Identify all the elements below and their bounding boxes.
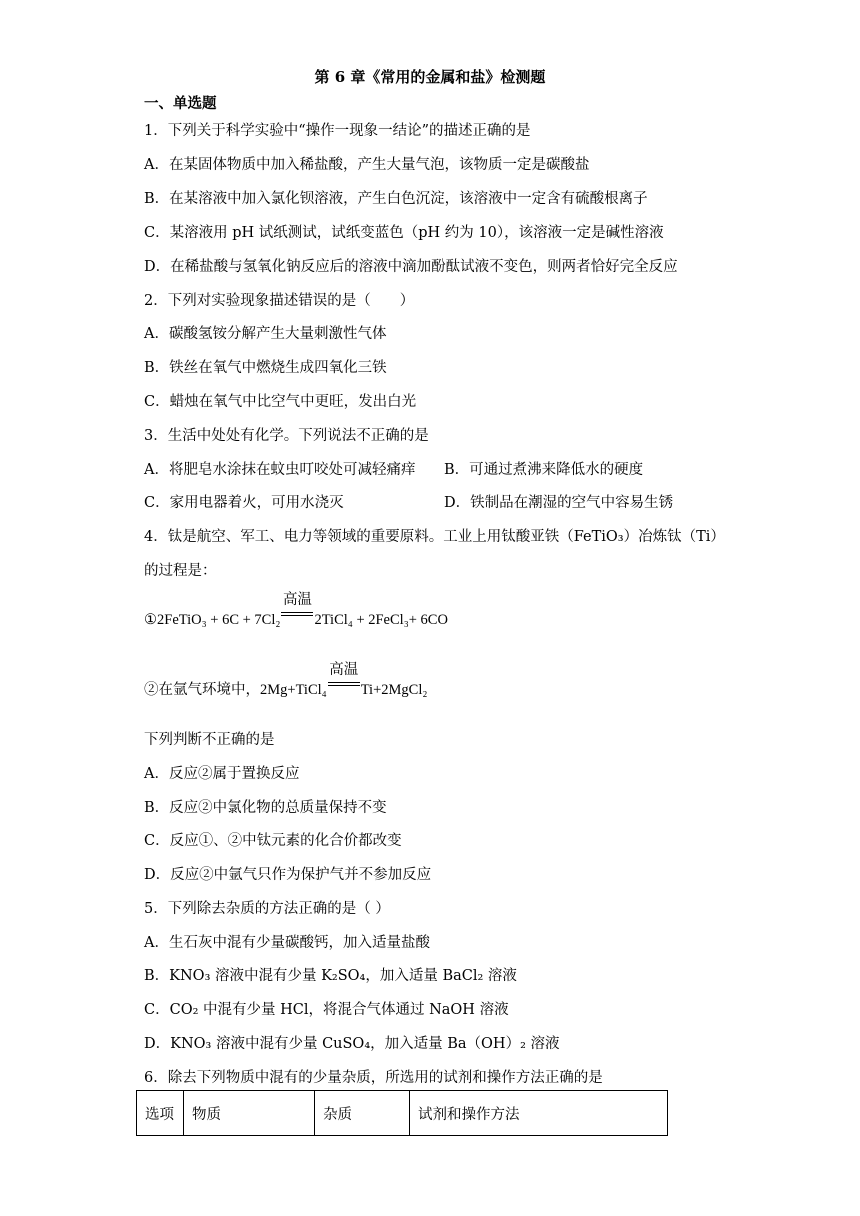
question-5-option-a: A．生石灰中混有少量碳酸钙，加入适量盐酸 [144,935,430,951]
question-2-option-b: B．铁丝在氧气中燃烧生成四氧化三铁 [144,360,387,376]
question-2-option-a: A．碳酸氢铵分解产生大量刺激性气体 [144,326,387,342]
equation-2-products: Ti+2MgCl₂ [360,682,428,698]
question-4-option-b: B．反应②中氯化物的总质量保持不变 [144,800,387,816]
equals-sign-2 [328,682,360,686]
question-4-prompt: 下列判断不正确的是 [144,732,275,748]
question-3-option-b: B．可通过煮沸来降低水的硬度 [444,462,644,478]
reaction-condition-2 [328,662,360,694]
question-4-option-a: A．反应②属于置换反应 [144,766,300,782]
question-1-option-d: D．在稀盐酸与氢氧化钠反应后的溶液中滴加酚酞试液不变色，则两者恰好完全反应 [144,259,678,275]
page-title: 第 6 章《常用的金属和盐》检测题 [314,68,546,86]
question-4-stem-line-2: 的过程是： [144,563,217,579]
question-1-stem: 1．下列关于科学实验中“操作一现象一结论”的描述正确的是 [144,123,531,139]
question-3-option-c: C．家用电器着火，可用水浇灭 [144,495,344,511]
options-table [136,1090,668,1136]
question-4-option-d: D．反应②中氩气只作为保护气并不参加反应 [144,867,432,883]
question-3-option-a: A．将肥皂水涂抹在蚊虫叮咬处可减轻痛痒 [144,462,416,478]
equation-1-products: 2TiCl₄ + 2FeCl₃+ 6CO [314,612,448,628]
question-5-option-b: B．KNO₃ 溶液中混有少量 K₂SO₄，加入适量 BaCl₂ 溶液 [144,968,517,984]
question-1-option-a: A．在某固体物质中加入稀盐酸，产生大量气泡，该物质一定是碳酸盐 [144,157,590,173]
table-header-cell: 试剂和操作方法 [410,1091,668,1136]
table-header-row [137,1091,668,1136]
question-3-stem: 3．生活中处处有化学。下列说法不正确的是 [144,428,429,444]
equation-2-reactants: ②在氩气环境中，2Mg+TiCl₄ [144,682,327,698]
equation-1 [144,592,448,629]
table-header-cell: 选项 [137,1091,184,1136]
table-header-cell: 杂质 [315,1091,410,1136]
question-2-stem: 2．下列对实验现象描述错误的是（ ） [144,293,415,309]
question-5-option-c: C．CO₂ 中混有少量 HCl，将混合气体通过 NaOH 溶液 [144,1002,509,1018]
condition-label-2: 高温 [329,662,359,678]
section-heading: 一、单选题 [144,95,217,112]
question-4-stem-line-1: 4．钛是航空、军工、电力等领域的重要原料。工业上用钛酸亚铁（FeTiO₃）冶炼钛（Ti） [144,529,725,545]
table-header-cell: 物质 [184,1091,315,1136]
question-3-option-d: D．铁制品在潮湿的空气中容易生锈 [444,495,674,511]
reaction-condition-1 [281,592,313,624]
question-4-option-c: C．反应①、②中钛元素的化合价都改变 [144,833,402,849]
question-5-stem: 5．下列除去杂质的方法正确的是（ ） [144,901,390,917]
question-2-option-c: C．蜡烛在氧气中比空气中更旺，发出白光 [144,394,417,410]
equals-sign-1 [281,612,313,616]
question-1-option-b: B．在某溶液中加入氯化钡溶液，产生白色沉淀，该溶液中一定含有硫酸根离子 [144,191,648,207]
question-1-option-c: C．某溶液用 pH 试纸测试，试纸变蓝色（pH 约为 10），该溶液一定是碱性溶液 [144,225,664,241]
question-6-stem: 6．除去下列物质中混有的少量杂质，所选用的试剂和操作方法正确的是 [144,1070,603,1086]
equation-1-reactants: ①2FeTiO₃ + 6C + 7Cl₂ [144,612,281,628]
question-5-option-d: D．KNO₃ 溶液中混有少量 CuSO₄，加入适量 Ba（OH）₂ 溶液 [144,1036,560,1052]
condition-label-1: 高温 [282,592,312,608]
equation-2 [144,662,428,699]
